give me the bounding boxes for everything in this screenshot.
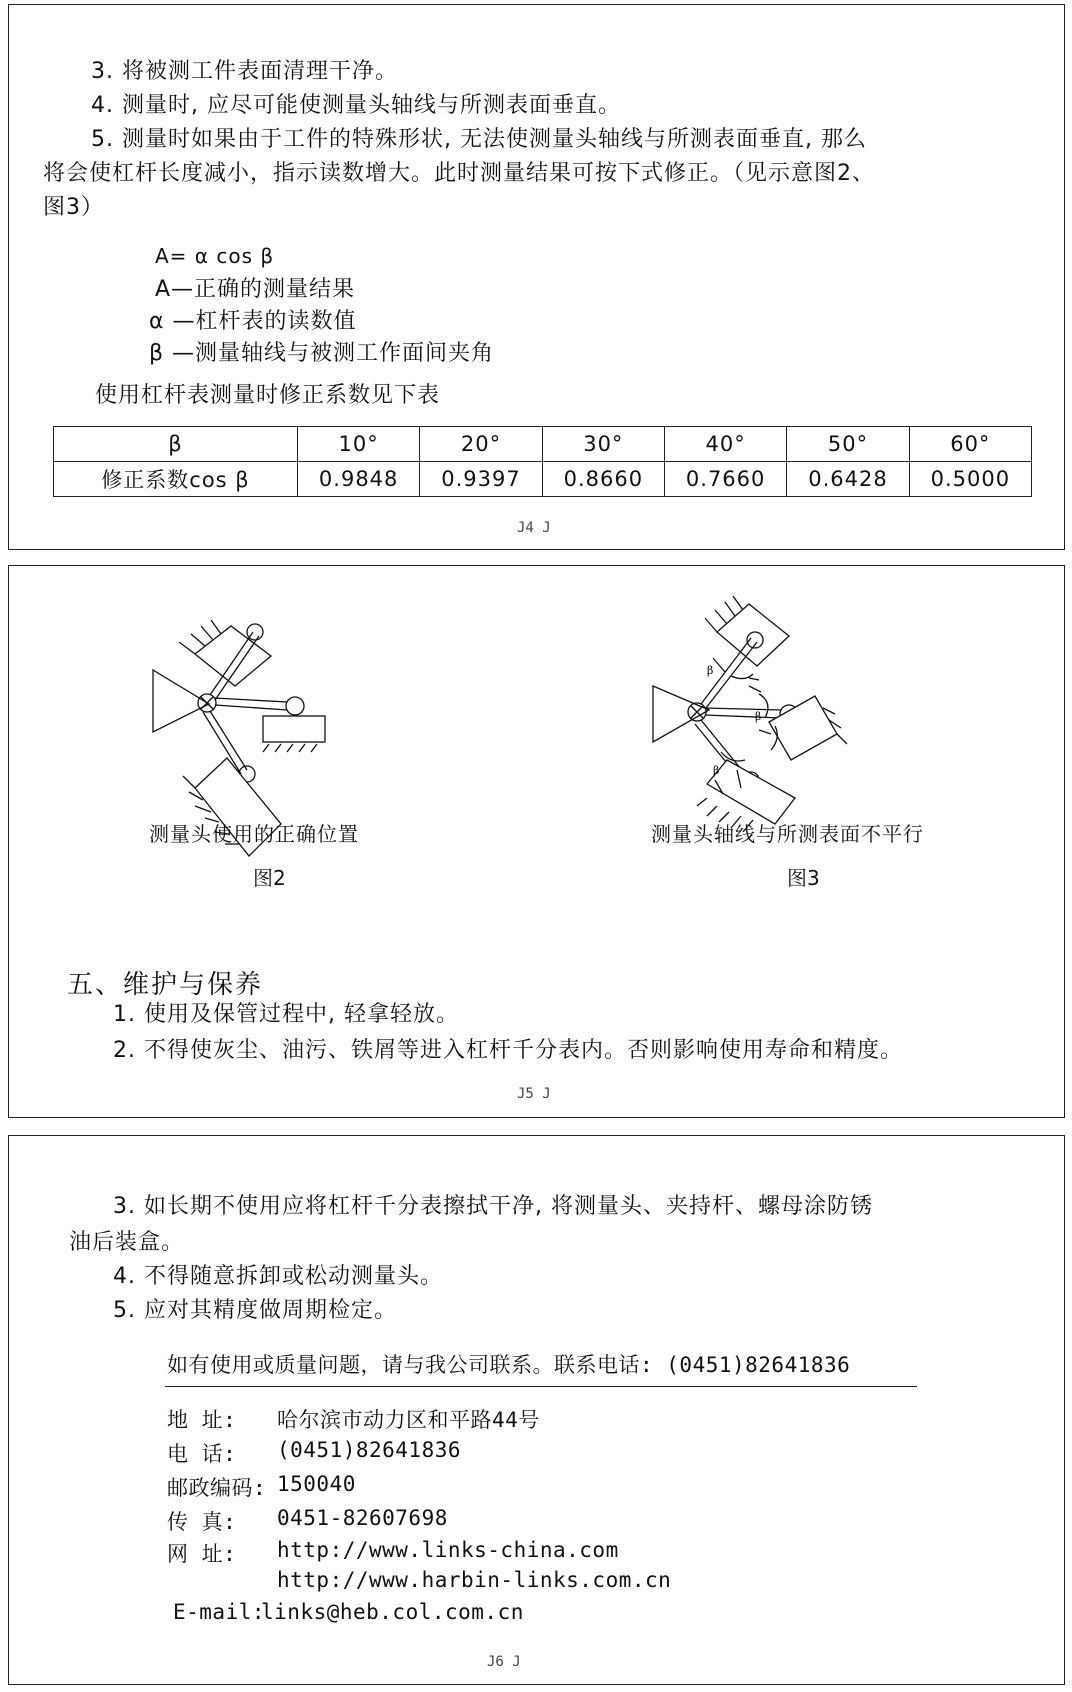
table-cell-angle: 50° (787, 427, 909, 462)
maintenance-1: 1. 使用及保管过程中, 轻拿轻放。 (113, 1002, 459, 1027)
fax-value: 0451-82607698 (277, 1506, 448, 1530)
address-label: 地 址: (167, 1408, 237, 1432)
figure-2-label: 图2 (253, 866, 286, 890)
table-row-angles (54, 427, 1032, 462)
step-5-text-line2: 将会使杠杆长度减小，指示读数增大。此时测量结果可按下式修正。（见示意图2、 (43, 161, 875, 186)
step-3-text: 3. 将被测工件表面清理干净。 (91, 59, 398, 84)
postcode-value: 150040 (277, 1472, 356, 1496)
figure-2-caption: 测量头使用的正确位置 (149, 822, 359, 846)
table-cell-coefficient: 0.9848 (298, 462, 420, 497)
address-value: 哈尔滨市动力区和平路44号 (277, 1408, 540, 1432)
maintenance-5: 5. 应对其精度做周期检定。 (113, 1298, 397, 1323)
table-cell-coefficient: 0.7660 (664, 462, 786, 497)
postcode-label: 邮政编码: (167, 1476, 267, 1500)
table-cell-angle: 10° (298, 427, 420, 462)
table-cell-angle: 60° (909, 427, 1031, 462)
website-label: 网 址: (167, 1542, 237, 1566)
beta-mark-3: β (713, 764, 720, 777)
figure-3-caption: 测量头轴线与所测表面不平行 (651, 822, 924, 846)
phone-value: (0451)82641836 (277, 1438, 462, 1462)
table-row-coefficients (54, 462, 1032, 497)
step-5-text-line1: 5. 测量时如果由于工件的特殊形状, 无法使测量头轴线与所测表面垂直, 那么 (91, 127, 867, 152)
manual-page-5 (8, 565, 1065, 1118)
page-number: J5 J (517, 1086, 551, 1102)
table-intro: 使用杠杆表测量时修正系数见下表 (95, 383, 441, 408)
definition-a: A—正确的测量结果 (155, 277, 356, 302)
manual-page-6 (8, 1135, 1065, 1685)
beta-mark-1: β (707, 664, 714, 677)
table-header-coefficient: 修正系数cos β (54, 462, 298, 497)
manual-page-4 (8, 4, 1065, 550)
table-cell-angle: 40° (664, 427, 786, 462)
email-link[interactable]: links@heb.col.com.cn (261, 1600, 524, 1624)
phone-label: 电 话: (167, 1442, 237, 1466)
fax-label: 传 真: (167, 1510, 237, 1534)
maintenance-3-line1: 3. 如长期不使用应将杠杆千分表擦拭干净, 将测量头、夹持杆、螺母涂防锈 (113, 1194, 873, 1219)
step-5-text-line3: 图3） (43, 195, 104, 220)
figure-3-label: 图3 (787, 866, 820, 890)
definition-beta: β —测量轴线与被测工作面间夹角 (149, 341, 495, 366)
table-cell-coefficient: 0.5000 (909, 462, 1031, 497)
table-cell-angle: 20° (420, 427, 542, 462)
definition-alpha: α —杠杆表的读数值 (149, 309, 357, 334)
table-cell-coefficient: 0.6428 (787, 462, 909, 497)
page-number: J4 J (517, 520, 551, 536)
contact-divider (165, 1386, 917, 1387)
website-link-1[interactable]: http://www.links-china.com (277, 1538, 619, 1562)
section-title-maintenance: 五、维护与保养 (67, 970, 264, 1000)
table-cell-angle: 30° (542, 427, 664, 462)
correction-coefficient-table (53, 426, 1032, 497)
beta-mark-2: β (755, 710, 762, 723)
table-header-beta: β (54, 427, 298, 462)
page-number: J6 J (487, 1654, 521, 1670)
maintenance-4: 4. 不得随意拆卸或松动测量头。 (113, 1264, 443, 1289)
table-cell-coefficient: 0.8660 (542, 462, 664, 497)
step-4-text: 4. 测量时, 应尽可能使测量头轴线与所测表面垂直。 (91, 93, 621, 118)
email-label: E-mail: (173, 1600, 266, 1624)
maintenance-2: 2. 不得使灰尘、油污、铁屑等进入杠杆千分表内。否则影响使用寿命和精度。 (113, 1038, 903, 1063)
correction-formula: A= α cos β (155, 244, 275, 268)
contact-intro: 如有使用或质量问题，请与我公司联系。联系电话: (0451)82641836 (167, 1353, 851, 1377)
maintenance-3-line2: 油后装盒。 (69, 1230, 185, 1255)
website-link-2[interactable]: http://www.harbin-links.com.cn (277, 1568, 672, 1592)
table-cell-coefficient: 0.9397 (420, 462, 542, 497)
